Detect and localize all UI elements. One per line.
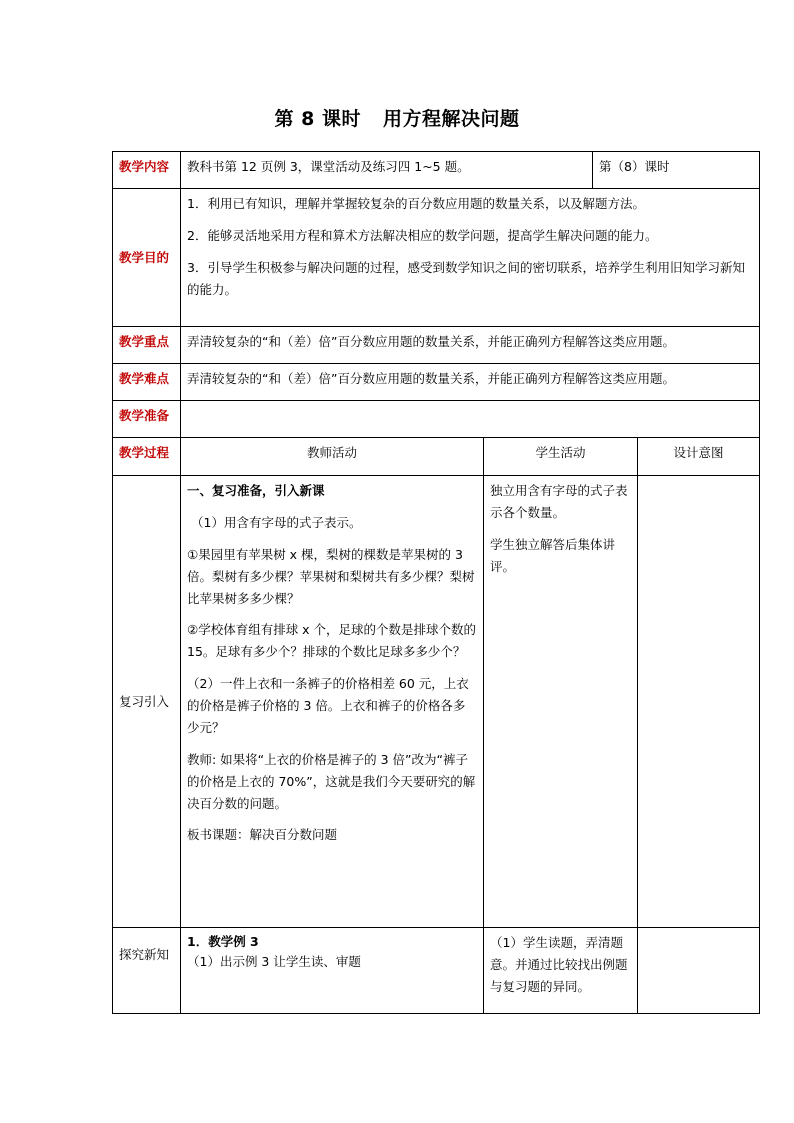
explore-student: （1）学生读题，弄清题意。并通过比较找出例题与复习题的异同。 — [484, 928, 638, 1014]
review-teacher-note: 教师: 如果将“上衣的价格是裤子的 3 倍”改为“裤子的价格是上衣的 70%”，这就是我们今天要研究的解决百分数的问题。 — [187, 751, 476, 811]
goal-item: 3．引导学生积极参与解决问题的过程，感受到数学知识之间的密切联系，培养学生利用旧知学习新知的能力。 — [187, 259, 745, 297]
review-q2: （2）一件上衣和一条裤子的价格相差 60 元，上衣的价格是裤子价格的 3 倍。上衣和裤子的价格各多少元？ — [187, 676, 469, 735]
review-student — [484, 476, 638, 928]
row-prep — [113, 401, 760, 438]
review-board: 板书课题：解决百分数问题 — [187, 827, 338, 843]
explore-stage: 探究新知 — [113, 928, 181, 1014]
review-q1a: ①果园里有苹果树 x 棵，梨树的棵数是苹果树的 3 倍。梨树有多少棵？苹果树和梨树共有多少棵？梨树比苹果树多多少棵？ — [187, 546, 475, 606]
row-key — [113, 327, 760, 364]
row-review — [113, 476, 760, 928]
review-student-1: 独立用含有字母的式子表示各个数量。 — [490, 483, 628, 520]
row-difficulty — [113, 364, 760, 401]
goals-label: 教学目的 — [113, 189, 181, 327]
review-teacher — [181, 476, 484, 928]
content-label: 教学内容 — [113, 152, 181, 189]
key-text: 弄清较复杂的“和（差）倍”百分数应用题的数量关系，并能正确列方程解答这类应用题。 — [181, 327, 760, 364]
col-teacher: 教师活动 — [181, 438, 484, 476]
row-process-header — [113, 438, 760, 476]
review-q1-intro: （1）用含有字母的式子表示。 — [191, 514, 362, 530]
lesson-number: 第 8 课时 — [274, 108, 361, 130]
goal-item: 1．利用已有知识，理解并掌握较复杂的百分数应用题的数量关系，以及解题方法。 — [187, 196, 645, 211]
content-text: 教科书第 12 页例 3，课堂活动及练习四 1~5 题。 — [181, 152, 593, 189]
row-explore — [113, 928, 760, 1014]
col-student: 学生活动 — [484, 438, 638, 476]
review-q1b: ②学校体育组有排球 x 个，足球的个数是排球个数的 15。足球有多少个？排球的个数比足球多多少个？ — [187, 622, 477, 660]
difficulty-text: 弄清较复杂的“和（差）倍”百分数应用题的数量关系，并能正确列方程解答这类应用题。 — [181, 364, 760, 401]
review-student-2: 学生独立解答后集体讲评。 — [490, 536, 616, 574]
lesson-plan-table — [112, 151, 760, 1014]
lesson-topic: 用方程解决问题 — [382, 108, 520, 130]
process-label: 教学过程 — [113, 438, 181, 476]
col-design: 设计意图 — [638, 438, 760, 476]
explore-design — [638, 928, 760, 1014]
goal-item: 2．能够灵活地采用方程和算术方法解决相应的数学问题，提高学生解决问题的能力。 — [187, 227, 658, 243]
explore-step1: （1）出示例 3 让学生读、审题 — [187, 954, 361, 969]
key-label: 教学重点 — [113, 327, 181, 364]
review-design — [638, 476, 760, 928]
row-goals — [113, 189, 760, 327]
explore-heading: 1．教学例 3 — [187, 934, 259, 949]
difficulty-label: 教学难点 — [113, 364, 181, 401]
page-title — [0, 104, 794, 131]
review-heading: 一、复习准备，引入新课 — [187, 483, 325, 498]
prep-label: 教学准备 — [113, 401, 181, 438]
lesson-count: 第（8）课时 — [593, 152, 760, 189]
prep-text — [181, 401, 760, 438]
explore-teacher — [181, 928, 484, 1014]
row-content — [113, 152, 760, 189]
review-stage: 复习引入 — [113, 476, 181, 928]
goals-cell — [181, 189, 760, 327]
